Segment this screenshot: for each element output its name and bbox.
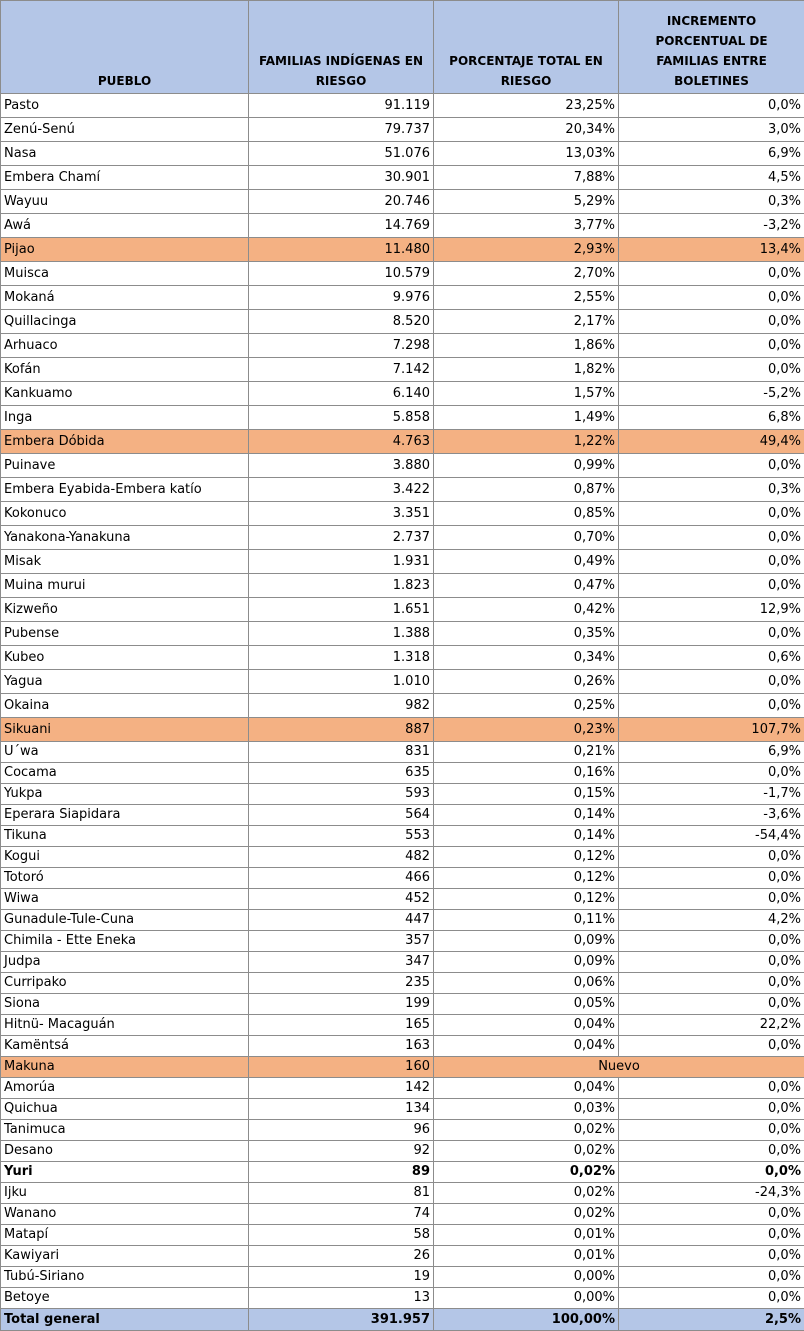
cell-incremento: -3,2% [619,214,804,238]
table-row [1,718,804,742]
cell-incremento: 0,0% [619,1078,804,1099]
cell-pueblo: Yukpa [1,784,249,805]
table-row [1,550,804,574]
total-familias: 391.957 [249,1309,434,1331]
cell-incremento: 0,0% [619,454,804,478]
cell-incremento: 6,9% [619,142,804,166]
cell-familias: 3.880 [249,454,434,478]
cell-familias: 887 [249,718,434,742]
cell-pueblo: Yanakona-Yanakuna [1,526,249,550]
cell-incremento: 0,0% [619,310,804,334]
cell-porcentaje: 7,88% [434,166,619,190]
cell-pueblo: Embera Chamí [1,166,249,190]
cell-pueblo: Siona [1,994,249,1015]
cell-familias: 20.746 [249,190,434,214]
cell-familias: 452 [249,889,434,910]
cell-incremento: 0,0% [619,1246,804,1267]
table-row [1,763,804,784]
table-row [1,502,804,526]
cell-pueblo: Yagua [1,670,249,694]
cell-pueblo: Wanano [1,1204,249,1225]
cell-incremento: 0,0% [619,502,804,526]
cell-familias: 3.422 [249,478,434,502]
total-incremento: 2,5% [619,1309,804,1331]
table-row [1,1120,804,1141]
cell-familias: 163 [249,1036,434,1057]
table-row [1,973,804,994]
cell-porcentaje: 0,12% [434,847,619,868]
cell-porcentaje: 0,00% [434,1267,619,1288]
cell-familias: 13 [249,1288,434,1309]
cell-incremento: 3,0% [619,118,804,142]
cell-incremento: 0,0% [619,526,804,550]
table-row [1,142,804,166]
cell-porcentaje: 2,55% [434,286,619,310]
cell-porcentaje: 0,00% [434,1288,619,1309]
cell-pueblo: Kokonuco [1,502,249,526]
cell-porcentaje: 0,85% [434,502,619,526]
cell-familias: 4.763 [249,430,434,454]
cell-incremento: 0,0% [619,1288,804,1309]
table-row [1,826,804,847]
cell-pueblo: Muina murui [1,574,249,598]
cell-porcentaje: 0,03% [434,1099,619,1120]
cell-pueblo: Kamëntsá [1,1036,249,1057]
cell-porcentaje: 2,70% [434,262,619,286]
cell-porcentaje: 2,93% [434,238,619,262]
cell-pueblo: Misak [1,550,249,574]
cell-pueblo: Pasto [1,94,249,118]
cell-familias: 593 [249,784,434,805]
cell-pueblo: Totoró [1,868,249,889]
cell-pueblo: Hitnü- Macaguán [1,1015,249,1036]
cell-incremento: 0,0% [619,334,804,358]
cell-familias: 466 [249,868,434,889]
table-row [1,1204,804,1225]
cell-familias: 11.480 [249,238,434,262]
table-row [1,1183,804,1204]
cell-familias: 165 [249,1015,434,1036]
cell-familias: 1.651 [249,598,434,622]
cell-familias: 160 [249,1057,434,1078]
cell-incremento: 0,0% [619,1225,804,1246]
cell-familias: 30.901 [249,166,434,190]
cell-porcentaje: 0,35% [434,622,619,646]
table-row [1,805,804,826]
cell-pueblo: Chimila - Ette Eneka [1,931,249,952]
header-porcentaje: PORCENTAJE TOTAL EN RIESGO [434,1,619,94]
cell-incremento: 22,2% [619,1015,804,1036]
cell-porcentaje: 0,47% [434,574,619,598]
table-row [1,286,804,310]
table-row [1,1099,804,1120]
cell-porcentaje: 0,34% [434,646,619,670]
cell-familias: 134 [249,1099,434,1120]
cell-incremento: 0,0% [619,973,804,994]
cell-pueblo: Kubeo [1,646,249,670]
cell-porcentaje: 0,14% [434,805,619,826]
cell-pueblo: Arhuaco [1,334,249,358]
cell-porcentaje: 23,25% [434,94,619,118]
cell-familias: 9.976 [249,286,434,310]
header-row [1,1,804,94]
cell-incremento: -54,4% [619,826,804,847]
cell-porcentaje: 0,70% [434,526,619,550]
cell-pueblo: Zenú-Senú [1,118,249,142]
cell-pueblo: Mokaná [1,286,249,310]
table-row [1,430,804,454]
cell-incremento: 0,0% [619,847,804,868]
cell-pueblo: Kofán [1,358,249,382]
cell-incremento: 0,0% [619,868,804,889]
cell-porcentaje: 0,04% [434,1036,619,1057]
table-row [1,646,804,670]
table-row [1,694,804,718]
cell-familias: 142 [249,1078,434,1099]
table-row [1,670,804,694]
cell-pueblo: Kogui [1,847,249,868]
cell-porcentaje: 0,04% [434,1015,619,1036]
table-row [1,214,804,238]
cell-porcentaje: 1,49% [434,406,619,430]
cell-incremento: -3,6% [619,805,804,826]
table-row [1,784,804,805]
table-row [1,574,804,598]
cell-familias: 7.298 [249,334,434,358]
cell-porcentaje: 2,17% [434,310,619,334]
cell-pueblo: Quillacinga [1,310,249,334]
cell-familias: 2.737 [249,526,434,550]
cell-incremento: 4,2% [619,910,804,931]
cell-pueblo: Embera Eyabida-Embera katío [1,478,249,502]
cell-incremento: 4,5% [619,166,804,190]
cell-familias: 5.858 [249,406,434,430]
cell-incremento: 0,3% [619,478,804,502]
cell-pueblo: U´wa [1,742,249,763]
cell-familias: 74 [249,1204,434,1225]
cell-porcentaje: 20,34% [434,118,619,142]
cell-pueblo: Gunadule-Tule-Cuna [1,910,249,931]
cell-pueblo: Quichua [1,1099,249,1120]
cell-incremento: -1,7% [619,784,804,805]
cell-pueblo: Pubense [1,622,249,646]
cell-incremento: 0,0% [619,358,804,382]
table-row [1,1015,804,1036]
cell-porcentaje: 1,57% [434,382,619,406]
table-row [1,847,804,868]
cell-incremento: 0,0% [619,1141,804,1162]
cell-familias: 3.351 [249,502,434,526]
cell-familias: 92 [249,1141,434,1162]
cell-pueblo: Puinave [1,454,249,478]
total-label: Total general [1,1309,249,1331]
cell-familias: 347 [249,952,434,973]
cell-incremento: 0,0% [619,550,804,574]
cell-familias: 564 [249,805,434,826]
table-row [1,952,804,973]
cell-pueblo: Wayuu [1,190,249,214]
cell-familias: 235 [249,973,434,994]
cell-incremento: 0,0% [619,952,804,973]
cell-incremento: 0,0% [619,622,804,646]
cell-pueblo: Sikuani [1,718,249,742]
table-row [1,310,804,334]
table-row [1,1246,804,1267]
cell-pueblo: Makuna [1,1057,249,1078]
cell-incremento: 0,0% [619,1267,804,1288]
cell-pueblo: Kizweño [1,598,249,622]
table-row [1,1036,804,1057]
cell-incremento: 107,7% [619,718,804,742]
table-row [1,238,804,262]
cell-porcentaje: 5,29% [434,190,619,214]
cell-porcentaje: 0,12% [434,868,619,889]
table-row [1,382,804,406]
cell-pueblo: Betoye [1,1288,249,1309]
cell-pueblo: Tubú-Siriano [1,1267,249,1288]
total-row [1,1309,804,1331]
cell-familias: 79.737 [249,118,434,142]
cell-pueblo: Eperara Siapidara [1,805,249,826]
cell-familias: 831 [249,742,434,763]
cell-porcentaje: 0,49% [434,550,619,574]
cell-porcentaje: 1,22% [434,430,619,454]
cell-familias: 1.823 [249,574,434,598]
cell-pueblo: Curripako [1,973,249,994]
table-row [1,358,804,382]
cell-pueblo: Okaina [1,694,249,718]
cell-familias: 1.931 [249,550,434,574]
table-row [1,622,804,646]
cell-familias: 635 [249,763,434,784]
cell-familias: 7.142 [249,358,434,382]
cell-incremento: 0,0% [619,286,804,310]
cell-familias: 51.076 [249,142,434,166]
cell-incremento: 12,9% [619,598,804,622]
cell-porcentaje: 0,15% [434,784,619,805]
cell-familias: 1.388 [249,622,434,646]
cell-familias: 6.140 [249,382,434,406]
cell-porcentaje: 0,09% [434,952,619,973]
cell-incremento: 6,9% [619,742,804,763]
total-porcentaje: 100,00% [434,1309,619,1331]
cell-pueblo: Yuri [1,1162,249,1183]
cell-porcentaje: 0,02% [434,1141,619,1162]
cell-pueblo: Nasa [1,142,249,166]
cell-familias: 26 [249,1246,434,1267]
table-row [1,118,804,142]
cell-familias: 89 [249,1162,434,1183]
cell-familias: 91.119 [249,94,434,118]
header-familias: FAMILIAS INDÍGENAS EN RIESGO [249,1,434,94]
table-row [1,478,804,502]
cell-incremento: 0,6% [619,646,804,670]
cell-familias: 96 [249,1120,434,1141]
table-row [1,868,804,889]
cell-familias: 19 [249,1267,434,1288]
cell-incremento: 0,0% [619,1036,804,1057]
table-body [1,94,804,1309]
cell-incremento: -24,3% [619,1183,804,1204]
cell-porcentaje: 1,82% [434,358,619,382]
cell-familias: 58 [249,1225,434,1246]
cell-porcentaje: 0,09% [434,931,619,952]
cell-porcentaje: 0,87% [434,478,619,502]
header-pueblo: PUEBLO [1,1,249,94]
cell-pueblo: Ijku [1,1183,249,1204]
cell-familias: 10.579 [249,262,434,286]
table-row [1,454,804,478]
table-row [1,1141,804,1162]
cell-porcentaje: 13,03% [434,142,619,166]
cell-incremento: 0,0% [619,694,804,718]
cell-pueblo: Kankuamo [1,382,249,406]
table-row [1,1057,804,1078]
cell-familias: 199 [249,994,434,1015]
table-row [1,166,804,190]
cell-familias: 553 [249,826,434,847]
cell-pueblo: Awá [1,214,249,238]
cell-incremento: 13,4% [619,238,804,262]
cell-porcentaje: 0,01% [434,1225,619,1246]
table-row [1,598,804,622]
table-row [1,334,804,358]
cell-pueblo: Tikuna [1,826,249,847]
cell-pueblo: Pijao [1,238,249,262]
cell-porcentaje: 0,21% [434,742,619,763]
table-row [1,889,804,910]
cell-incremento: 0,0% [619,763,804,784]
cell-incremento: 0,0% [619,1162,804,1183]
table-row [1,910,804,931]
cell-familias: 81 [249,1183,434,1204]
cell-porcentaje: 0,14% [434,826,619,847]
table-row [1,931,804,952]
cell-familias: 1.318 [249,646,434,670]
cell-pueblo: Cocama [1,763,249,784]
table-row [1,1078,804,1099]
table-row [1,94,804,118]
cell-pueblo: Amorúa [1,1078,249,1099]
cell-porcentaje: 0,02% [434,1120,619,1141]
cell-porcentaje: 0,01% [434,1246,619,1267]
cell-incremento: 0,0% [619,994,804,1015]
cell-incremento: 0,0% [619,1204,804,1225]
cell-incremento: 49,4% [619,430,804,454]
cell-incremento: 0,0% [619,94,804,118]
cell-incremento: 0,0% [619,889,804,910]
cell-pueblo: Wiwa [1,889,249,910]
cell-porcentaje: 0,12% [434,889,619,910]
cell-incremento: 0,0% [619,670,804,694]
table-row [1,1162,804,1183]
cell-pueblo: Embera Dóbida [1,430,249,454]
cell-porcentaje: 0,25% [434,694,619,718]
cell-incremento: 0,0% [619,931,804,952]
cell-incremento: 6,8% [619,406,804,430]
cell-incremento: 0,0% [619,262,804,286]
table-row [1,1288,804,1309]
cell-porcentaje: 0,42% [434,598,619,622]
table-row [1,406,804,430]
cell-familias: 447 [249,910,434,931]
table-row [1,262,804,286]
cell-porcentaje: 0,11% [434,910,619,931]
cell-familias: 982 [249,694,434,718]
cell-porcentaje: 0,02% [434,1162,619,1183]
cell-porcentaje: 0,02% [434,1183,619,1204]
cell-familias: 8.520 [249,310,434,334]
cell-familias: 482 [249,847,434,868]
cell-porcentaje: 0,16% [434,763,619,784]
cell-pueblo: Muisca [1,262,249,286]
cell-porcentaje: 0,26% [434,670,619,694]
cell-porcentaje: 0,23% [434,718,619,742]
cell-porcentaje: 1,86% [434,334,619,358]
cell-incremento: 0,0% [619,574,804,598]
cell-porcentaje: 3,77% [434,214,619,238]
table-row [1,190,804,214]
cell-porcentaje: 0,05% [434,994,619,1015]
cell-incremento: 0,0% [619,1120,804,1141]
cell-pueblo: Desano [1,1141,249,1162]
cell-pueblo: Kawiyari [1,1246,249,1267]
table-row [1,526,804,550]
cell-porcentaje: 0,99% [434,454,619,478]
table-row [1,1267,804,1288]
cell-familias: 14.769 [249,214,434,238]
table-row [1,994,804,1015]
cell-familias: 357 [249,931,434,952]
table-row [1,742,804,763]
cell-familias: 1.010 [249,670,434,694]
cell-nuevo: Nuevo [434,1057,804,1078]
cell-pueblo: Inga [1,406,249,430]
header-incremento: INCREMENTO PORCENTUAL DE FAMILIAS ENTRE BOLETINES [619,1,804,94]
cell-pueblo: Tanimuca [1,1120,249,1141]
cell-incremento: 0,0% [619,1099,804,1120]
cell-pueblo: Matapí [1,1225,249,1246]
cell-porcentaje: 0,02% [434,1204,619,1225]
cell-pueblo: Judpa [1,952,249,973]
table-row [1,1225,804,1246]
cell-incremento: 0,3% [619,190,804,214]
cell-porcentaje: 0,06% [434,973,619,994]
cell-porcentaje: 0,04% [434,1078,619,1099]
cell-incremento: -5,2% [619,382,804,406]
